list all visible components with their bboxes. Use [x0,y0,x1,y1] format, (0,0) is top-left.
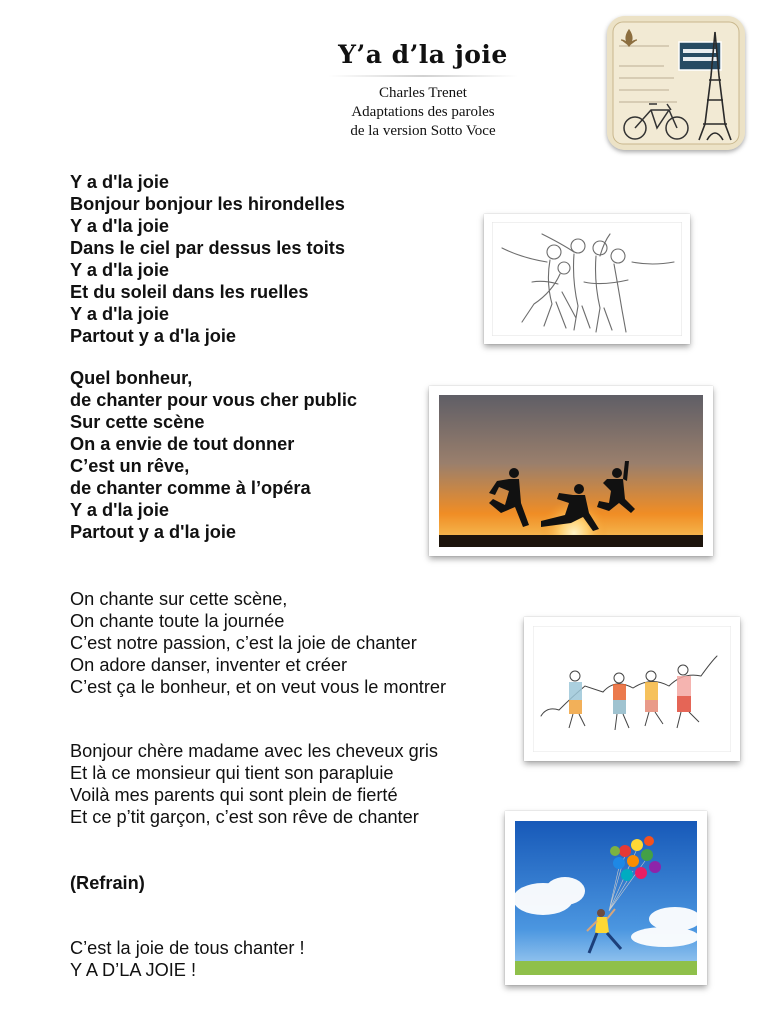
lyric-line: Partout y a d'la joie [70,522,237,542]
subtitle-line-2: de la version Sotto Voce [350,123,496,139]
lyric-line: On chante toute la journée [70,611,285,631]
lyric-line: Sur cette scène [70,412,205,432]
lyric-line: C’est notre passion, c’est la joie de chanter [70,633,417,653]
lyric-line: On chante sur cette scène, [70,589,288,609]
page-title: Y’a d’la joie [338,40,508,69]
lyric-line: C’est ça le bonheur, et on veut vous le montrer [70,677,447,697]
sunset-jumping-silhouettes-icon [429,386,713,556]
lyric-line: de chanter comme à l’opéra [70,478,311,498]
refrain-label [70,872,145,894]
lyric-line: C’est un rêve, [70,456,190,476]
lyric-line: On adore danser, inventer et créer [70,655,348,675]
line-art-jumping-friends-icon [484,214,690,344]
lyric-line: Et du soleil dans les ruelles [70,282,309,302]
stanza-4 [70,740,438,828]
stanza-3 [70,588,446,698]
watercolor-dancing-group-icon [524,617,740,761]
stanza-2 [70,367,357,543]
lyric-line: Y a d'la joie [70,172,170,192]
lyric-line: (Refrain) [70,873,145,893]
lyric-line: Y a d'la joie [70,216,170,236]
subtitle-line-1: Adaptations des paroles [351,104,495,120]
lyric-line: On a envie de tout donner [70,434,295,454]
title-divider [328,75,518,77]
stanza-final [70,937,305,981]
stanza-1 [70,171,345,347]
lyric-line: Et ce p’tit garçon, c’est son rêve de chanter [70,807,419,827]
lyric-line: C’est la joie de tous chanter ! [70,938,305,958]
lyric-line: Bonjour chère madame avec les cheveux gris [70,741,438,761]
lyric-line: Partout y a d'la joie [70,326,237,346]
lyric-line: Y a d'la joie [70,304,170,324]
lyric-line: Dans le ciel par dessus les toits [70,238,345,258]
lyric-line: Y a d'la joie [70,260,170,280]
girl-with-balloons-icon [505,811,707,985]
document-header [318,40,528,141]
lyric-line: de chanter pour vous cher public [70,390,358,410]
lyric-line: Quel bonheur, [70,368,193,388]
lyric-line: Y a d'la joie [70,500,170,520]
author-line: Charles Trenet [379,85,467,101]
lyric-line: Y A D’LA JOIE ! [70,960,197,980]
lyric-line: Et là ce monsieur qui tient son parapluie [70,763,394,783]
lyric-line: Bonjour bonjour les hirondelles [70,194,345,214]
lyric-line: Voilà mes parents qui sont plein de fierté [70,785,398,805]
paris-badge-icon [607,16,745,150]
